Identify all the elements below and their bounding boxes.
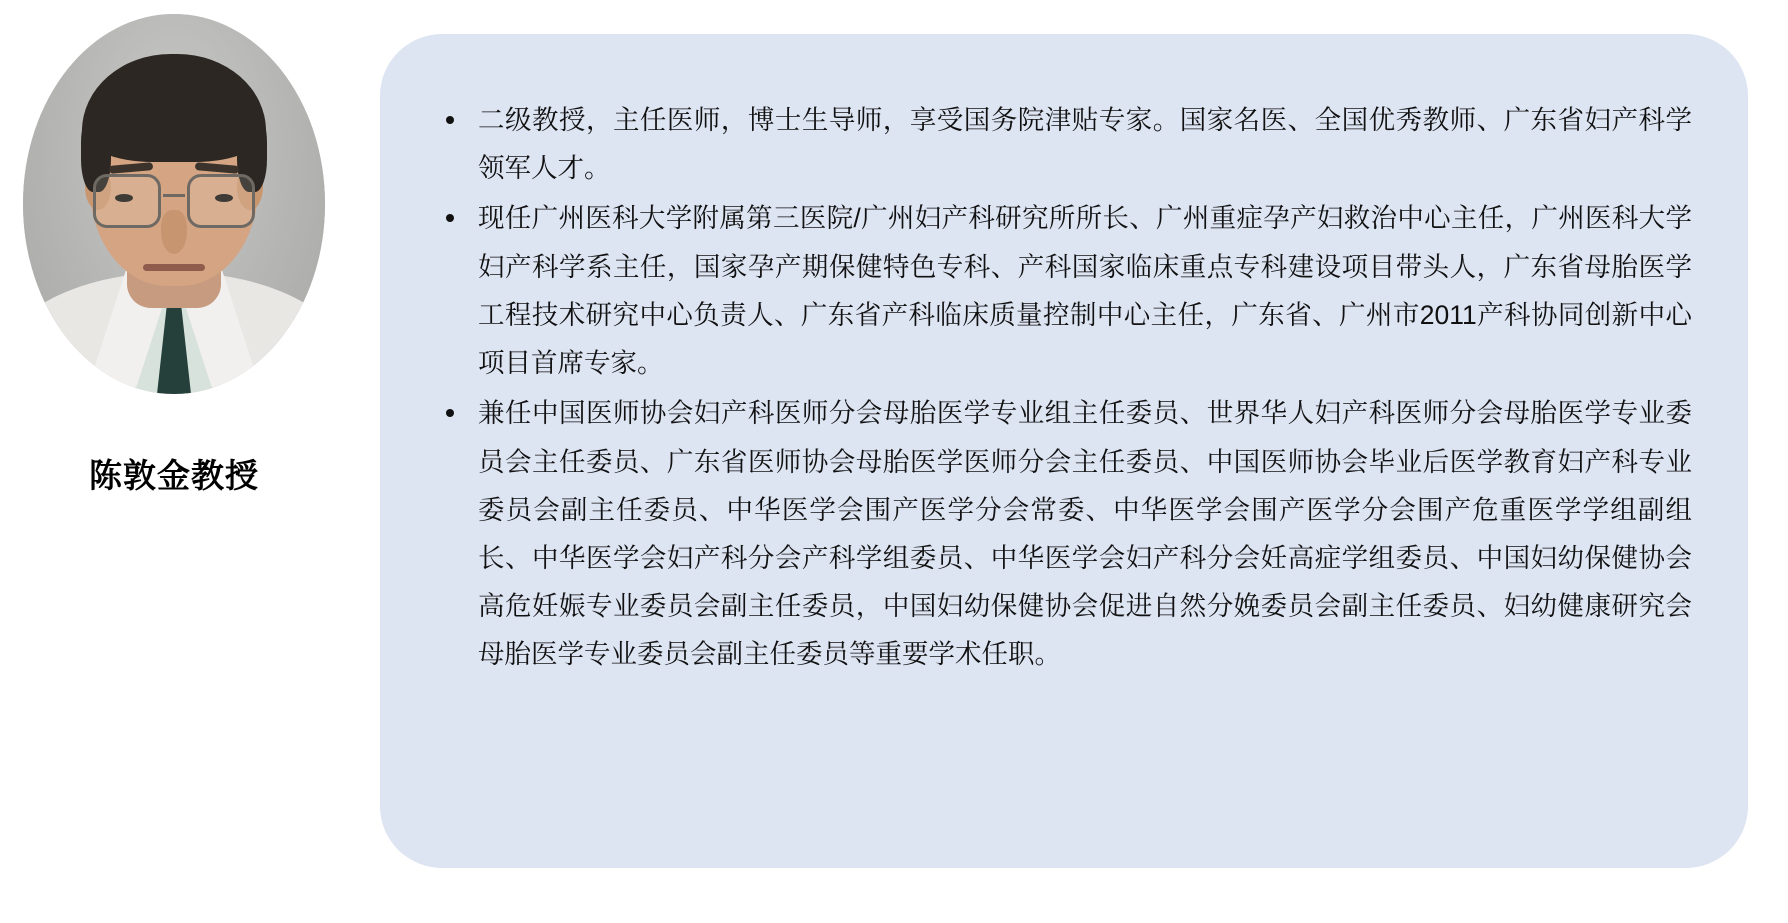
portrait-mouth [143, 264, 205, 271]
portrait-glasses-right-lens [187, 174, 255, 228]
portrait-glasses-bridge [163, 194, 185, 197]
portrait-photo [23, 14, 325, 394]
bullet-icon [446, 214, 454, 222]
portrait-nose [161, 210, 187, 254]
profile-column [14, 14, 334, 497]
list-item [416, 389, 1692, 678]
profile-name: 陈敦金教授 [89, 457, 259, 494]
biography-card [380, 34, 1748, 868]
bullet-icon [446, 409, 454, 417]
list-item-text: 二级教授，主任医师，博士生导师，享受国务院津贴专家。国家名医、全国优秀教师、广东省妇产科学领军人才。 [478, 105, 1692, 184]
list-item-text: 兼任中国医师协会妇产科医师分会母胎医学专业组主任委员、世界华人妇产科医师分会母胎医学专业委员会主任委员、广东省医师协会母胎医学医师分会主任委员、中国医师协会毕业后医学教育妇产科专业委员会副主任委员、中华医学会围产医学分会常委、中华医学会围产医学分会围产危重医学学组副组长、中华医学会妇产科分会产科学组委员、中华医学会妇产科分会妊高症学组委员、中国妇幼保健协会高危妊娠专业委员会副主任委员，中国妇幼保健协会促进自然分娩委员会副主任委员、妇幼健康研究会母胎医学专业委员会副主任委员等重要学术任职。 [478, 398, 1692, 670]
list-item-text: 现任广州医科大学附属第三医院/广州妇产科研究所所长、广州重症孕产妇救治中心主任，广州医科大学妇产科学系主任，国家孕产期保健特色专科、产科国家临床重点专科建设项目带头人，广东省母胎医学工程技术研究中心负责人、广东省产科临床质量控制中心主任，广东省、广州市2011产科协同创新中心项目首席专家。 [478, 203, 1692, 379]
list-item [416, 194, 1692, 387]
biography-list [416, 96, 1692, 679]
bullet-icon [446, 116, 454, 124]
list-item [416, 96, 1692, 192]
portrait-glasses-left-lens [93, 174, 161, 228]
